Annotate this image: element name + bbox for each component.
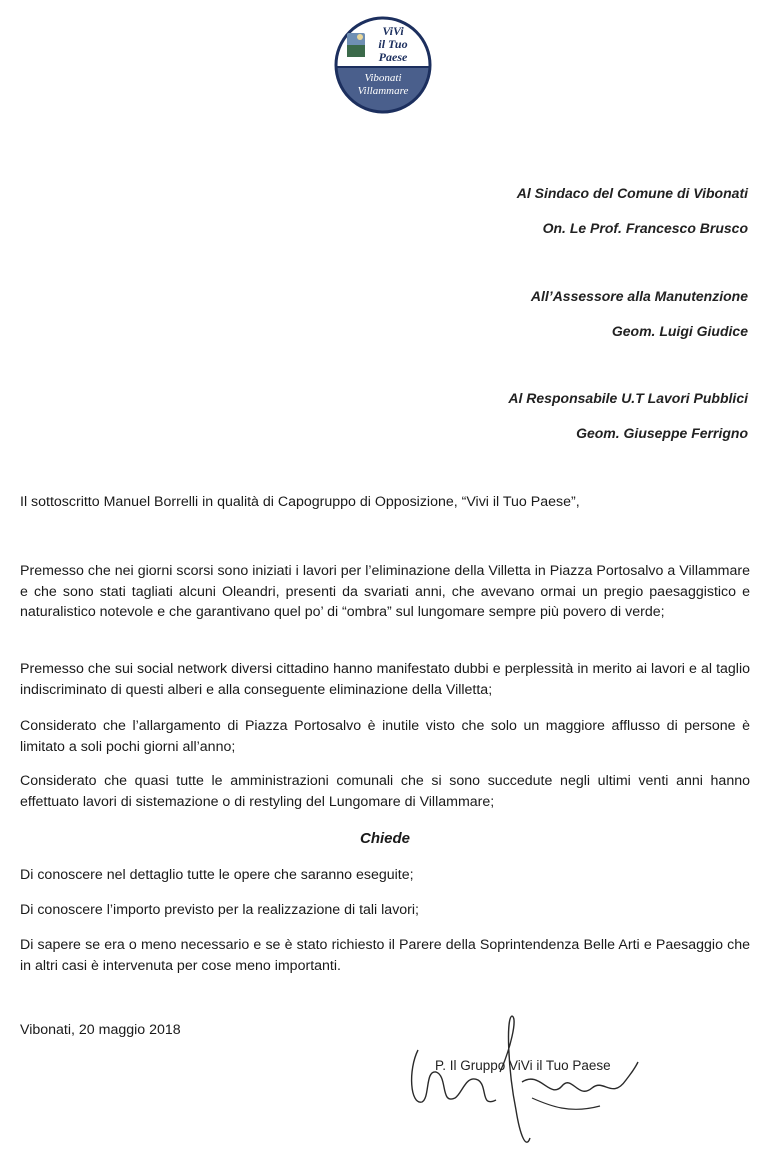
document-date: Vibonati, 20 maggio 2018 [20,1022,181,1038]
premise-text: Considerato che l’allargamento di Piazza Portosalvo è inutile visto che solo un maggiore afflusso di persone è limitato a soli pochi giorni all’anno; [20,718,750,755]
logo-text-2: il Tuo [378,37,408,51]
request-heading: Chiede [359,830,410,847]
premise-paragraph [20,659,750,700]
request-text: Di conoscere nel dettaglio tutte le opere che saranno eseguite; [20,867,414,883]
intro-text: Il sottoscritto Manuel Borrelli in qualità di Capogruppo di Opposizione, “Vivi il Tuo Paese”, [20,494,580,510]
premise-paragraph [20,561,750,623]
signature-block [400,1010,660,1160]
premise-text: Considerato che quasi tutte le amministrazioni comunali che si sono succedute negli ultimi venti anni hanno effettuato lavori di sistemazione o di restyling del Lungomare di Villammare; [20,773,750,810]
request-text: Di sapere se era o meno necessario e se è stato richiesto il Parere della Soprintendenza Belle Arti e Paesaggio che in altri casi è intervenuta per cose meno importanti. [20,937,750,974]
logo-text-1: ViVi [382,24,404,38]
logo-town-1: Vibonati [364,72,402,84]
addressee-assessor [348,287,748,340]
request-paragraph [20,865,750,886]
intro-paragraph [20,492,750,513]
request-paragraph [20,935,750,976]
landscape-icon [347,33,365,57]
premise-text: Premesso che nei giorni scorsi sono iniziati i lavori per l’eliminazione della Villetta in Piazza Portosalvo a Villammare e che sono stati tagliati alcuni Oleandri, presenti da svariati anni, che avevano ormai un pregio paesaggistico e naturalistico notevole e che garantivano quel po’ di “ombra” sul lungomare sempre più povero di verde; [20,563,750,620]
premise-text: Premesso che sui social network diversi cittadino hanno manifestato dubbi e perplessità in merito ai lavori e al taglio indiscriminato di questi alberi e alla conseguente eliminazione della Villetta; [20,661,750,698]
addressee-title: All’Assessore alla Manutenzione [530,288,748,304]
logo-town-2: Villammare [357,85,409,97]
logo-text-3: Paese [378,50,408,64]
request-text: Di conoscere l’importo previsto per la realizzazione di tali lavori; [20,902,419,918]
handwritten-signature [400,1010,660,1160]
signature-label: P. Il Gruppo ViVi il Tuo Paese [435,1058,611,1073]
addressee-name: Geom. Luigi Giudice [611,323,748,339]
addressee-title: Al Responsabile U.T Lavori Pubblici [508,390,748,406]
premise-paragraph [20,771,750,812]
party-logo [333,15,433,115]
addressee-name: Geom. Giuseppe Ferrigno [576,425,748,441]
addressee-mayor [348,184,748,237]
addressee-title: Al Sindaco del Comune di Vibonati [516,185,748,201]
addressee-public-works [348,389,748,442]
addressee-name: On. Le Prof. Francesco Brusco [542,220,748,236]
premise-paragraph [20,716,750,757]
request-paragraph [20,900,750,921]
